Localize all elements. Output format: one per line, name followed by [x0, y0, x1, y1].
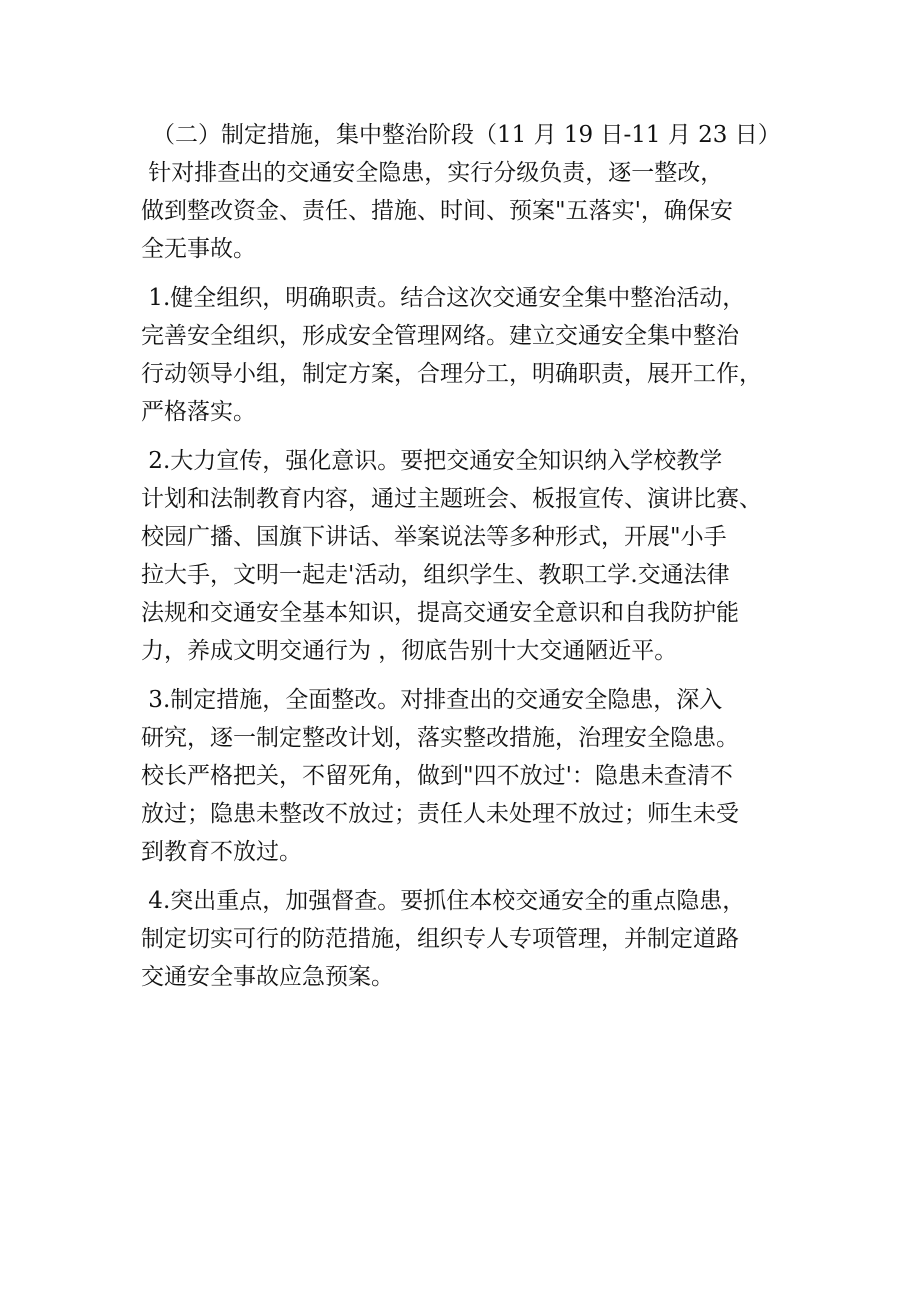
text-line: 力，养成文明交通行为 ，彻底告别十大交通陋近平。 — [141, 638, 678, 664]
text-line: 到教育不放过。 — [141, 839, 302, 865]
paragraph-item-1 — [141, 279, 801, 431]
paragraph-item-2 — [141, 442, 801, 670]
paragraph-item-3 — [141, 681, 801, 871]
text-line: 制定切实可行的防范措施，组织专人专项管理，并制定道路 — [141, 926, 739, 952]
text-line: 1.健全组织，明确职责。结合这次交通安全集中整治活动， — [141, 285, 746, 311]
text-line: 拉大手，文明一起走'活动，组织学生、教职工学.交通法律 — [141, 562, 730, 588]
text-line: 3.制定措施，全面整改。对排查出的交通安全隐患，深入 — [141, 687, 723, 713]
text-line: 校园广播、国旗下讲话、举案说法等多种形式，开展"小手 — [141, 524, 727, 550]
text-line: 计划和法制教育内容，通过主题班会、板报宣传、演讲比赛、 — [141, 486, 762, 512]
paragraph-item-4 — [141, 882, 801, 996]
text-line: 做到整改资金、责任、措施、时间、预案"五落实'，确保安 — [141, 198, 733, 224]
text-line: 法规和交通安全基本知识，提高交通安全意识和自我防护能 — [141, 600, 739, 626]
text-line: 研究，逐一制定整改计划，落实整改措施，治理安全隐患。 — [141, 725, 739, 751]
text-line: 全无事故。 — [141, 236, 256, 262]
text-line: 校长严格把关，不留死角，做到"四不放过'：隐患未查清不 — [141, 763, 733, 789]
text-line: 严格落实。 — [141, 399, 256, 425]
text-line: 针对排查出的交通安全隐患，实行分级负责，逐一整改， — [141, 160, 724, 186]
text-line: 完善安全组织，形成安全管理网络。建立交通安全集中整治 — [141, 323, 739, 349]
text-line: 4.突出重点，加强督查。要抓住本校交通安全的重点隐患， — [141, 888, 746, 914]
document-body — [141, 116, 801, 996]
paragraph-intro — [141, 154, 801, 268]
text-line: 行动领导小组，制定方案，合理分工，明确职责，展开工作， — [141, 361, 762, 387]
text-line: 2.大力宣传，强化意识。要把交通安全知识纳入学校教学 — [141, 448, 723, 474]
section-heading: （二）制定措施，集中整治阶段（11 月 19 日-11 月 23 日） — [152, 122, 781, 148]
text-line: 放过；隐患未整改不放过；责任人未处理不放过；师生未受 — [141, 801, 739, 827]
text-line: 交通安全事故应急预案。 — [141, 964, 394, 990]
